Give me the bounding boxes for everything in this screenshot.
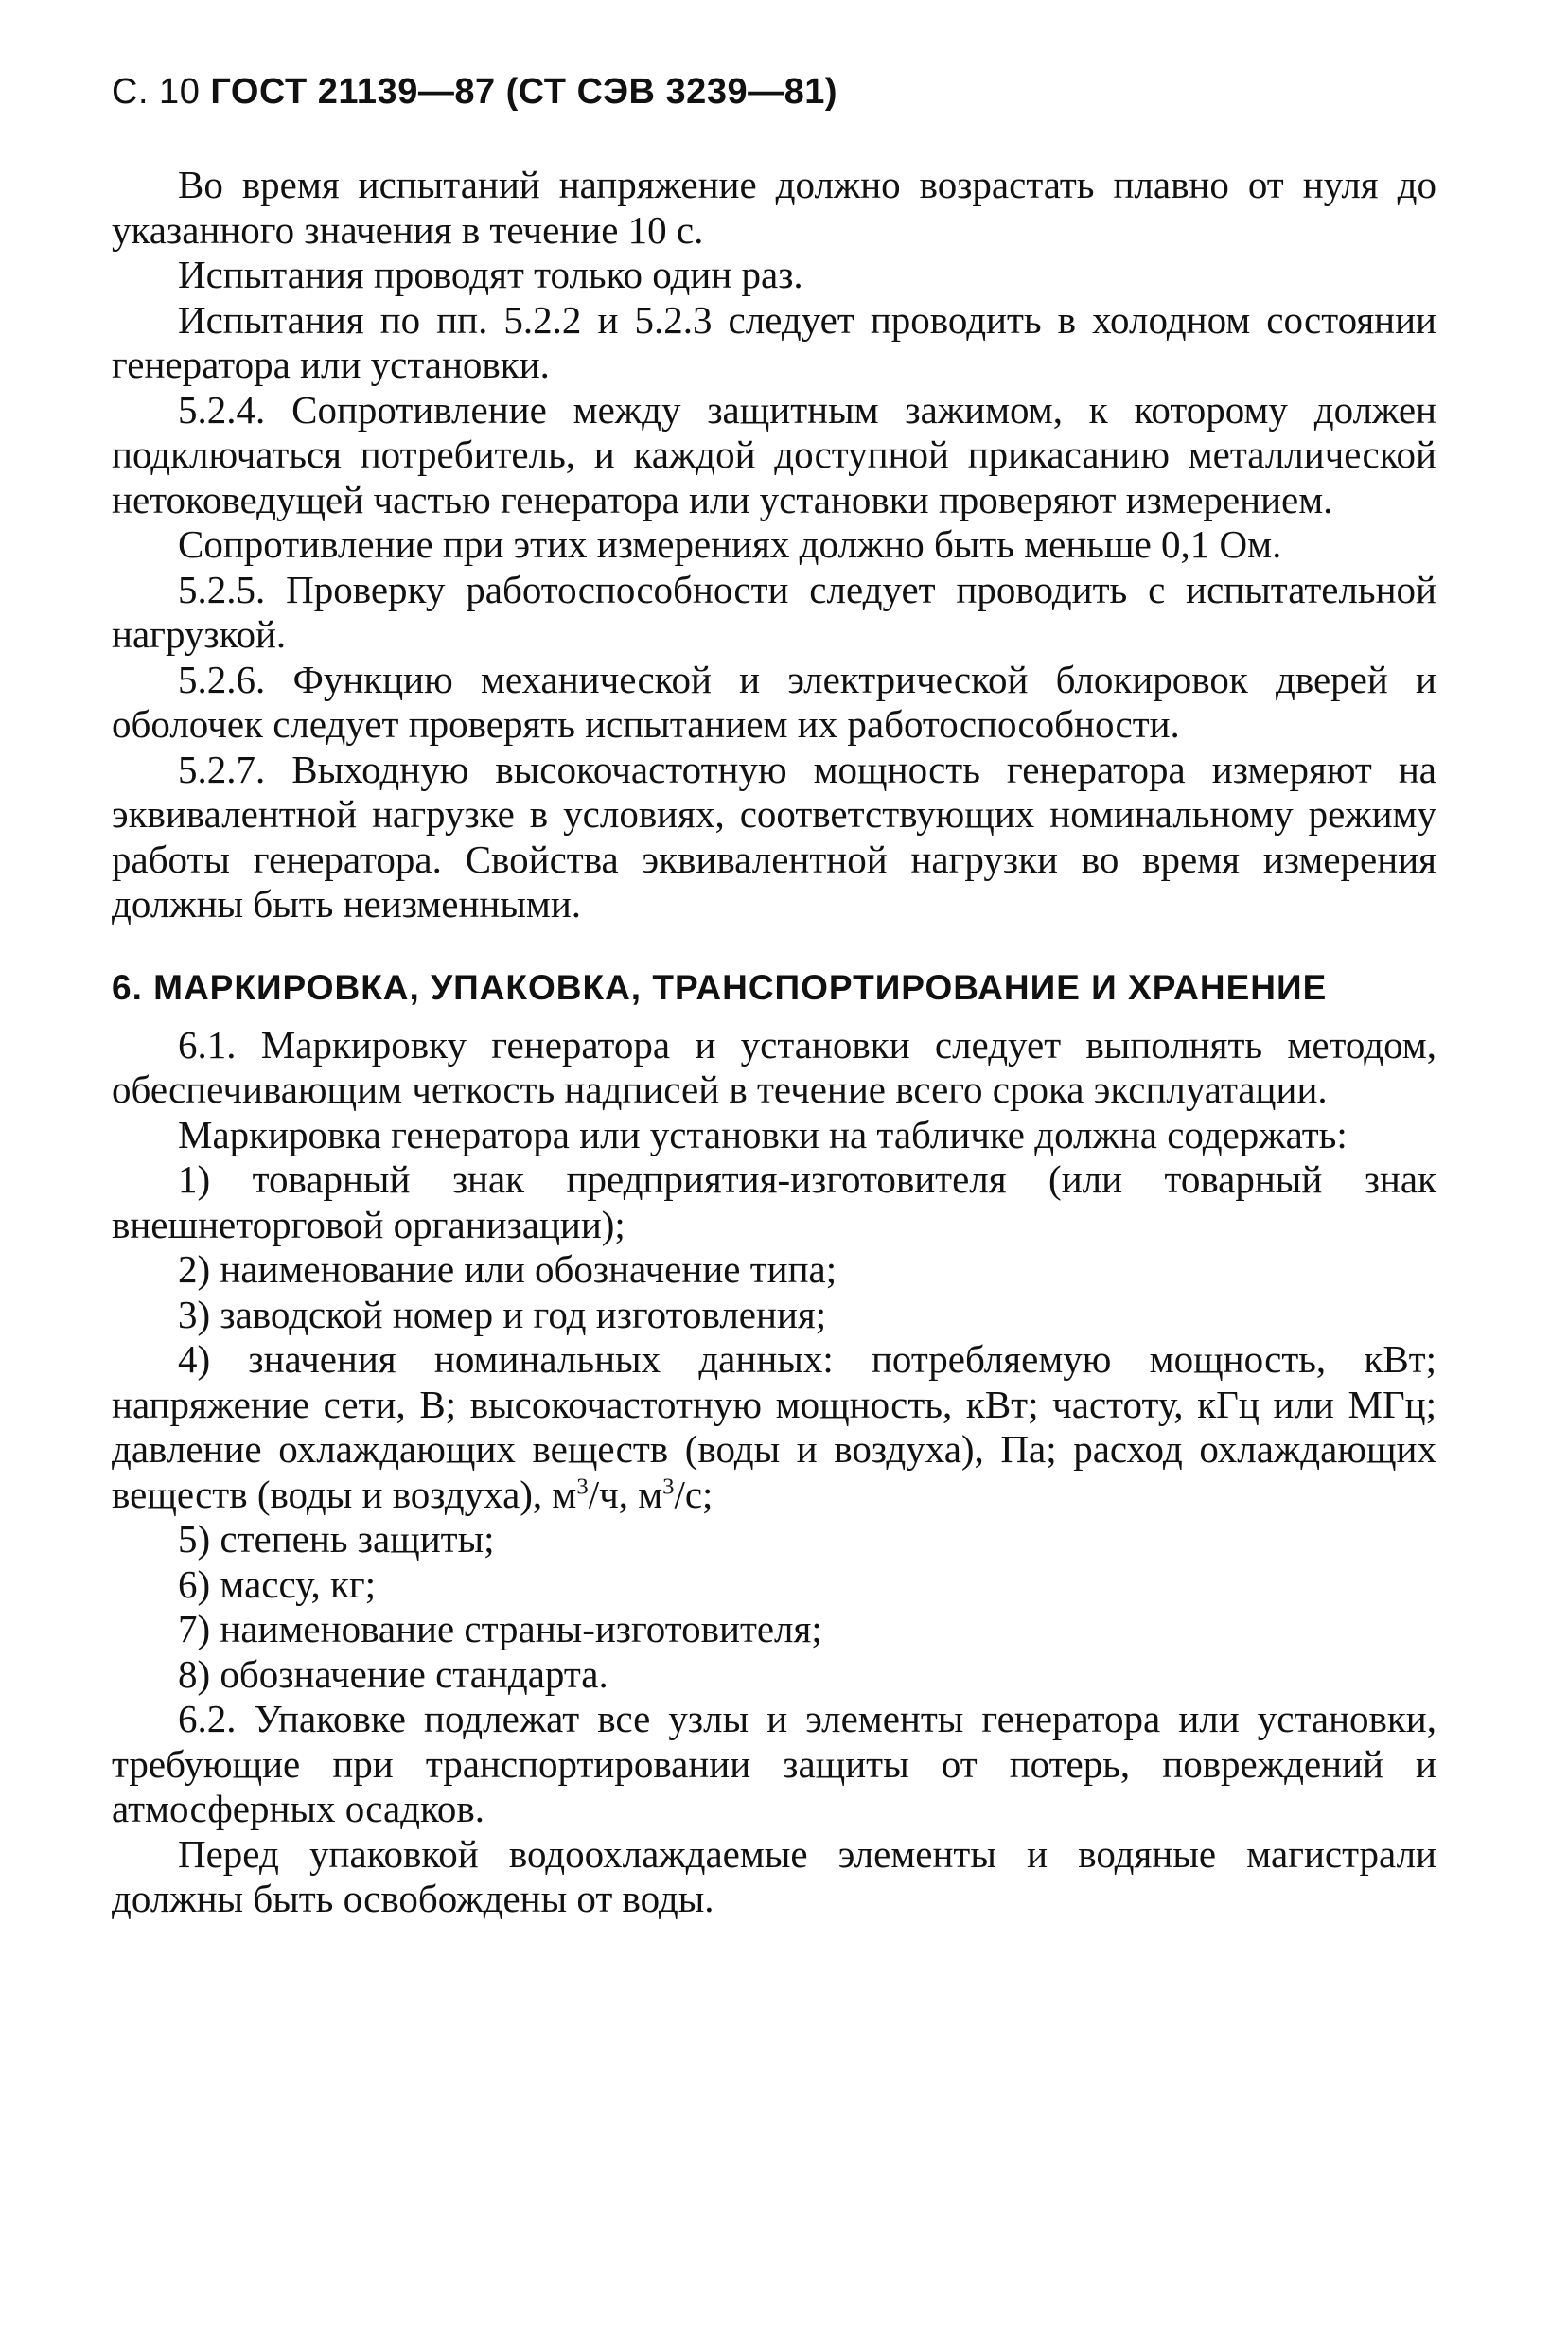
document-page bbox=[112, 70, 1436, 1922]
page-header bbox=[112, 70, 1436, 114]
paragraph: Сопротивление при этих измерениях должно быть меньше 0,1 Ом. bbox=[178, 522, 1282, 566]
clause-6-2: 6.2. Упаковке подлежат все узлы и элементы генератора или установки, требующие при транспортировании защиты от потерь, повреждений и атмосферных осадков. bbox=[112, 1697, 1436, 1830]
list-item bbox=[112, 1337, 1436, 1517]
paragraph: Испытания по пп. 5.2.2 и 5.2.3 следует проводить в холодном состоянии генератора или установки. bbox=[112, 297, 1436, 386]
superscript: 3 bbox=[662, 1473, 675, 1499]
paragraph: Во время испытаний напряжение должно возрастать плавно от нуля до указанного значения в течение 10 с. bbox=[112, 163, 1436, 252]
paragraph: Испытания проводят только один раз. bbox=[178, 253, 803, 296]
page-number: С. 10 bbox=[112, 72, 201, 112]
clause-5-2-5: 5.2.5. Проверку работоспособности следует проводить с испытательной нагрузкой. bbox=[112, 567, 1436, 656]
list-item: 7) наименование страны-изготовителя; bbox=[178, 1607, 822, 1650]
list-item: 2) наименование или обозначение типа; bbox=[178, 1247, 837, 1291]
list-item-text: 4) значения номинальных данных: потребляемую мощность, кВт; напряжение сети, В; высокочастотную мощность, кВт; частоту, кГц или МГц; давление охлаждающих веществ (воды и воздуха), Па; расход охлаждающих веществ (воды и воздуха), м bbox=[112, 1337, 1436, 1516]
list-intro: Маркировка генератора или установки на табличке должна содержать: bbox=[178, 1112, 1348, 1156]
list-item-text: /с; bbox=[674, 1472, 714, 1516]
paragraph: Перед упаковкой водоохлаждаемые элементы и водяные магистрали должны быть освобождены от воды. bbox=[112, 1831, 1436, 1920]
list-item: 5) степень защиты; bbox=[178, 1517, 495, 1561]
list-item-text: /ч, м bbox=[588, 1472, 663, 1516]
list-item: 6) массу, кг; bbox=[178, 1561, 377, 1606]
clause-5-2-4: 5.2.4. Сопротивление между защитным зажимом, к которому должен подключаться потребитель, и каждой доступной прикасанию металлической нетоковедущей частью генератора или установки проверяют измерением. bbox=[112, 387, 1436, 521]
clause-5-2-7: 5.2.7. Выходную высокочастотную мощность генератора измеряют на эквивалентной нагрузке в условиях, соответствующих номинальному режиму работы генератора. Свойства эквивалентной нагрузки во время измерения должны быть неизменными. bbox=[112, 747, 1436, 926]
list-item: 8) обозначение стандарта. bbox=[178, 1651, 608, 1696]
list-item: 1) товарный знак предприятия-изготовителя (или товарный знак внешнеторговой организации); bbox=[112, 1157, 1436, 1246]
clause-6-1: 6.1. Маркировку генератора и установки следует выполнять методом, обеспечивающим четкость надписей в течение всего срока эксплуатации. bbox=[112, 1022, 1436, 1111]
superscript: 3 bbox=[576, 1473, 589, 1499]
standard-title: ГОСТ 21139—87 (СТ СЭВ 3239—81) bbox=[210, 72, 838, 112]
section-6-title: 6. МАРКИРОВКА, УПАКОВКА, ТРАНСПОРТИРОВАНИЕ И ХРАНЕНИЕ bbox=[112, 967, 1328, 1007]
clause-5-2-6: 5.2.6. Функцию механической и электрической блокировок дверей и оболочек следует проверять испытанием их работоспособности. bbox=[112, 657, 1436, 746]
list-item: 3) заводской номер и год изготовления; bbox=[178, 1292, 827, 1336]
